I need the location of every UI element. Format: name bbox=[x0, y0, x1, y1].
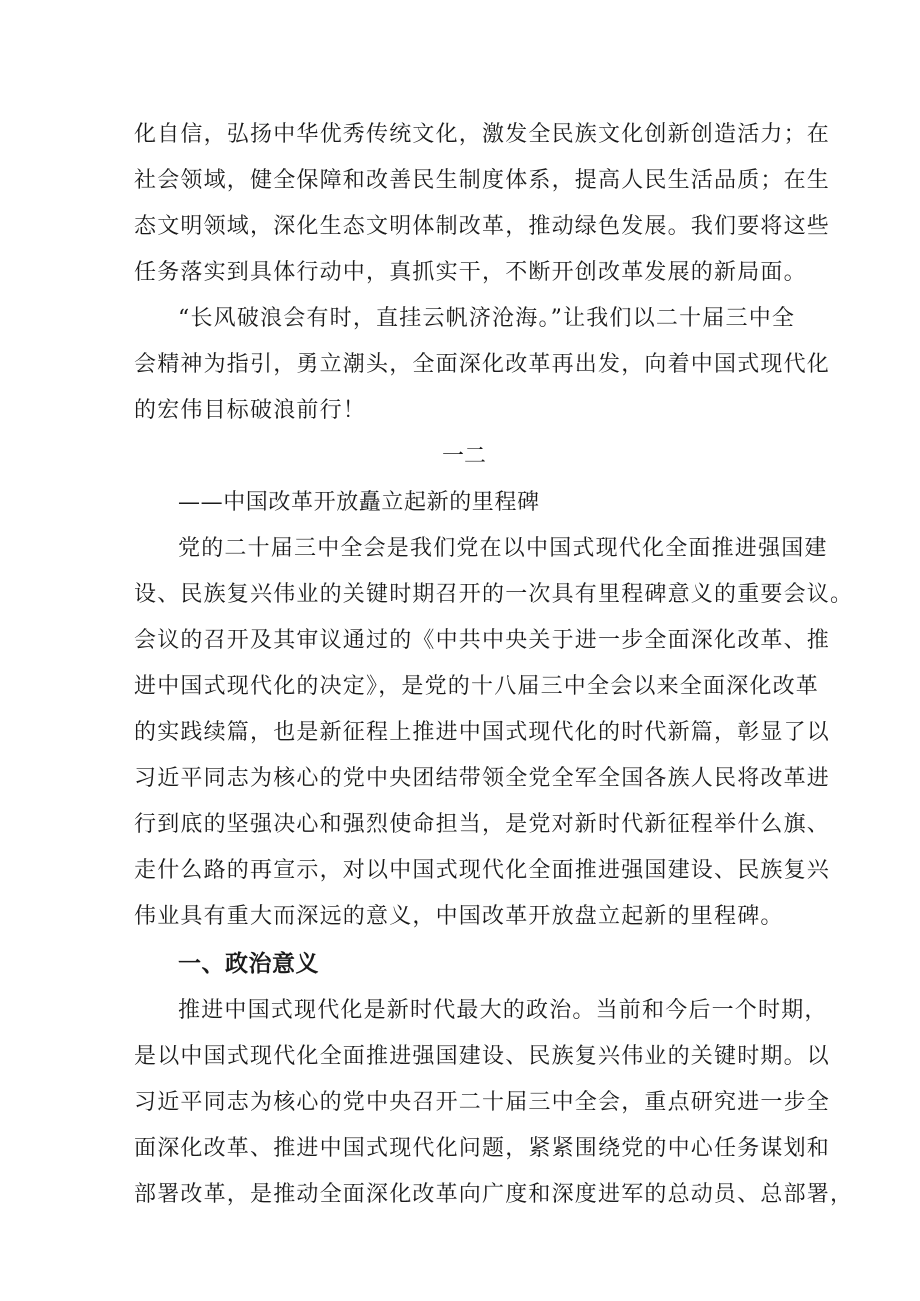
section-number: 一二 bbox=[441, 444, 486, 469]
paragraph bbox=[134, 112, 831, 296]
text-line: 习近平同志为核心的党中央召开二十届三中全会，重点研究进一步全 bbox=[134, 1090, 831, 1115]
text-line: “长风破浪会有时，直挂云帆济沧海。”让我们以二十届三中全 bbox=[178, 306, 796, 331]
document-body bbox=[134, 112, 854, 1218]
paragraph bbox=[134, 296, 831, 434]
text-line: 会精神为指引，勇立潮头，全面深化改革再出发，向着中国式现代化 bbox=[134, 352, 831, 377]
text-line: 的宏伟目标破浪前行！ bbox=[134, 398, 367, 423]
text-line: 化自信，弘扬中华优秀传统文化，激发全民族文化创新创造活力；在 bbox=[134, 122, 831, 147]
text-line: 设、民族复兴伟业的关键时期召开的一次具有里程碑意义的重要会议。 bbox=[134, 582, 854, 607]
text-line: 面深化改革、推进中国式现代化问题，紧紧围绕党的中心任务谋划和 bbox=[134, 1136, 831, 1161]
text-line: 的实践续篇，也是新征程上推进中国式现代化的时代新篇，彰显了以 bbox=[134, 720, 831, 745]
text-line: 习近平同志为核心的党中央团结带领全党全军全国各族人民将改革进 bbox=[134, 766, 831, 791]
text-line: 部署改革，是推动全面深化改革向广度和深度进军的总动员、总部署， bbox=[134, 1182, 854, 1207]
text-line: 推进中国式现代化是新时代最大的政治。当前和今后一个时期， bbox=[178, 998, 828, 1023]
text-line: 会议的召开及其审议通过的《中共中央关于进一步全面深化改革、推 bbox=[134, 628, 831, 653]
text-line: 进中国式现代化的决定》，是党的十八届三中全会以来全面深化改革 bbox=[134, 674, 820, 699]
section-subtitle: ——中国改革开放矗立起新的里程碑 bbox=[178, 490, 540, 515]
text-line: 走什么路的再宣示，对以中国式现代化全面推进强国建设、民族复兴 bbox=[134, 858, 831, 883]
text-line: 行到底的坚强决心和强烈使命担当，是党对新时代新征程举什么旗、 bbox=[134, 812, 831, 837]
text-line: 任务落实到具体行动中，真抓实干，不断开创改革发展的新局面。 bbox=[134, 260, 807, 285]
text-line: 态文明领域，深化生态文明体制改革，推动绿色发展。我们要将这些 bbox=[134, 214, 831, 239]
text-line: 伟业具有重大而深远的意义，中国改革开放盘立起新的里程碑。 bbox=[134, 904, 784, 929]
section-heading: 一、政治意义 bbox=[178, 951, 319, 977]
text-line: 是以中国式现代化全面推进强国建设、民族复兴伟业的关键时期。以 bbox=[134, 1044, 831, 1069]
paragraph bbox=[134, 526, 854, 940]
text-line: 社会领域，健全保障和改善民生制度体系，提高人民生活品质；在生 bbox=[134, 168, 831, 193]
text-line: 党的二十届三中全会是我们党在以中国式现代化全面推进强国建 bbox=[178, 536, 828, 561]
paragraph bbox=[134, 988, 854, 1218]
